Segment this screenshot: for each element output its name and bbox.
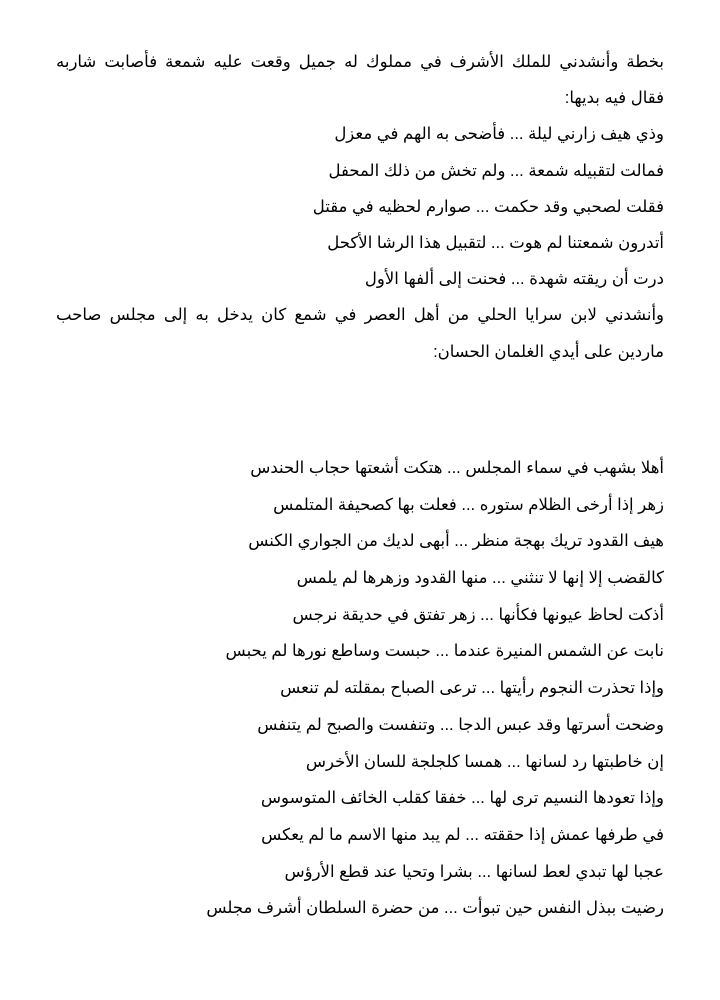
verse-line: هيف القدود تريك بهجة منظر ... أبهى لديك من الجواري الكنس [248,532,664,551]
poem-section [56,450,664,927]
verse-line: وذي هيف زارني ليلة ... فأضحى به الهم في معزل [334,125,664,144]
verse-line: إن خاطبتها رد لسانها ... همسا كلجلجة للسان الأخرس [305,752,664,771]
verse-line: رضيت ببذل النفس حين تبوأت ... من حضرة السلطان أشرف مجلس [206,899,664,918]
prose-line: بخطة وأنشدني للملك الأشرف في مملوك له جميل وقعت عليه شمعة فأصابت شاربه [56,53,664,71]
verse-line: أهلا بشهب في سماء المجلس ... هتكت أشعتها حجاب الحندس [250,459,664,477]
verse-line: عجبا لها تبدي لعط لسانها ... بشرا وتحيا عند قطع الأرؤس [284,862,664,881]
verse-line: أذكت لحاظ عيونها فكأنها ... زهر تفتق في حديقة نرجس [292,605,664,624]
intro-section [56,44,664,370]
verse-line: أتدرون شمعتنا لم هوت ... لتقبيل هذا الرشا الأكحل [327,233,664,252]
prose-line: فقال فيه بديها: [564,89,664,108]
verse-line: وضحت أسرتها وقد عبس الدجا ... وتنفست والصبح لم يتنفس [257,715,664,734]
verse-line: وإذا تعودها النسيم ترى لها ... خفقا كقلب الخائف المتوسوس [260,789,664,808]
verse-line: كالقضب إلا إنها لا تنثني ... منها القدود وزهرها لم يلمس [296,569,664,588]
verse-line: فمالت لتقبيله شمعة ... ولم تخش من ذلك المحفل [328,161,664,180]
verse-line: وإذا تحذرت النجوم رأيتها ... ترعى الصباح بمقلته لم تنعس [280,679,664,698]
verse-line: فقلت لصحبي وقد حكمت ... صوارم لحظيه في مقتل [312,197,664,216]
verse-line: نابت عن الشمس المنيرة عندما ... حبست وساطع نورها لم يحبس [225,642,664,661]
prose-line: ماردين على أيدي الغلمان الحسان: [433,342,664,361]
verse-line: في طرفها عمش إذا حققته ... لم يبد منها الاسم ما لم يعكس [261,825,664,844]
verse-line: درت أن ريقته شهدة ... فحنت إلى ألفها الأول [364,270,664,289]
prose-line: وأنشدني لابن سرايا الحلي من أهل العصر في شمع كان يدخل به إلى مجلس صاحب [56,306,664,325]
verse-line: زهر إذا أرخى الظلام ستوره ... فعلت بها كصحيفة المتلمس [273,495,664,514]
